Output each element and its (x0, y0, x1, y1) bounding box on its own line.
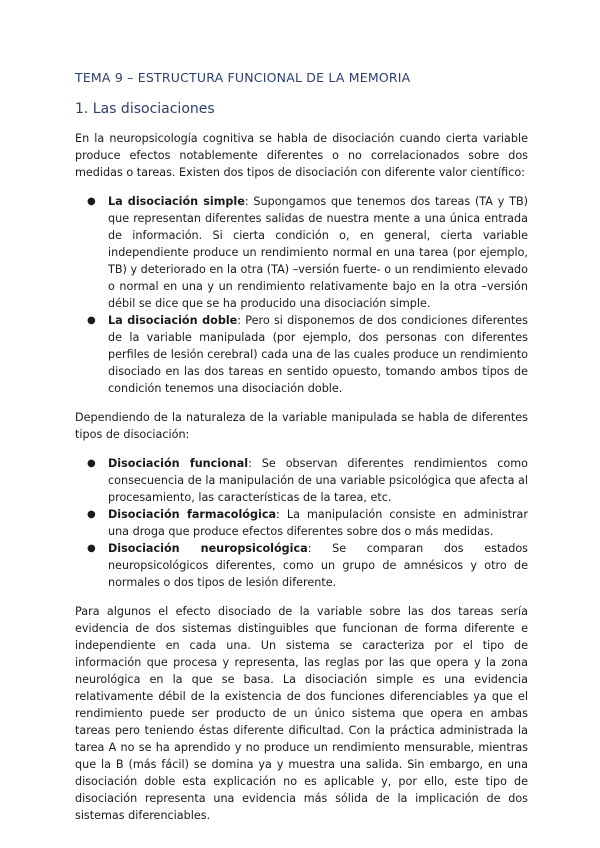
bullet-icon: ● (87, 543, 96, 554)
document-page (75, 70, 528, 836)
paragraph-2: Dependiendo de la naturaleza de la variable manipulada se habla de diferentes tipos de disociación: (75, 411, 528, 441)
list-item (75, 506, 528, 540)
definition: : Pero si disponemos de dos condiciones diferentes de la variable manipulada (por ejemplo, dos personas con diferentes perfiles de lesión cerebral) cada una de las cuales produce un rendimiento disociado en las dos tareas en sentido opuesto, tomando ambos tipos de condición tenemos una disociación doble. (108, 314, 528, 395)
definition: : La manipulación consiste en administrar una droga que produce efectos diferentes sobre dos o más medidas. (108, 508, 529, 538)
list-item (75, 455, 528, 506)
dissociation-types-list (75, 193, 528, 397)
term: La disociación doble (108, 314, 238, 327)
term: Disociación funcional (108, 457, 249, 470)
bullet-icon: ● (87, 458, 96, 469)
bullet-icon: ● (87, 315, 96, 326)
list-item (75, 540, 528, 591)
section-heading: 1. Las disociaciones (75, 101, 215, 117)
dissociation-kinds-list (75, 455, 528, 591)
list-item (75, 312, 528, 397)
definition: : Se comparan dos estados neuropsicológicos diferentes, como un grupo de amnésicos y otro de normales o dos tipos de lesión diferente. (108, 542, 528, 589)
definition: : Se observan diferentes rendimientos como consecuencia de la manipulación de una variable psicológica que afecta al procesamiento, las características de la tarea, etc. (108, 457, 528, 504)
document-title: TEMA 9 – ESTRUCTURA FUNCIONAL DE LA MEMORIA (75, 70, 411, 85)
bullet-icon: ● (87, 196, 96, 207)
list-item (75, 193, 528, 312)
intro-paragraph: En la neuropsicología cognitiva se habla de disociación cuando cierta variable produce efectos notablemente diferentes o no correlacionados sobre dos medidas o tareas. Existen dos tipos de disociación con diferente valor científico: (75, 132, 528, 179)
paragraph-3: Para algunos el efecto disociado de la variable sobre las dos tareas sería evidencia de dos sistemas distinguibles que funcionan de forma diferente e independiente en cada una. Un sistema se caracteriza por el tipo de información que procesa y representa, las reglas por las que opera y la zona neurológica en la que se basa. La disociación simple es una evidencia relativamente débil de la existencia de dos funciones diferenciables ya que el rendimiento puede ser producto de un único sistema que opera en ambas tareas pero teniendo éstas diferente dificultad. Con la práctica administrada la tarea A no se ha aprendido y no produce un rendimiento mensurable, mientras que la B (más fácil) se domina ya y muestra una salida. Sin embargo, en una disociación doble esta explicación no es aplicable y, por ello, este tipo de disociación representa una evidencia más sólida de la implicación de dos sistemas diferenciables. (75, 605, 528, 822)
term: La disociación simple (108, 195, 245, 208)
definition: : Supongamos que tenemos dos tareas (TA y TB) que representan diferentes salidas de nuestra mente a una única entrada de información. Si cierta condición o, en general, cierta variable independiente produce un rendimiento normal en una tarea (por ejemplo, TB) y deteriorado en la otra (TA) –versión fuerte- o un rendimiento elevado o normal en una y un rendimiento relativamente bajo en la otra –versión débil se dice que se ha producido una disociación simple. (108, 195, 528, 310)
bullet-icon: ● (87, 509, 96, 520)
term: Disociación neuropsicológica (108, 542, 308, 555)
term: Disociación farmacológica (108, 508, 277, 521)
